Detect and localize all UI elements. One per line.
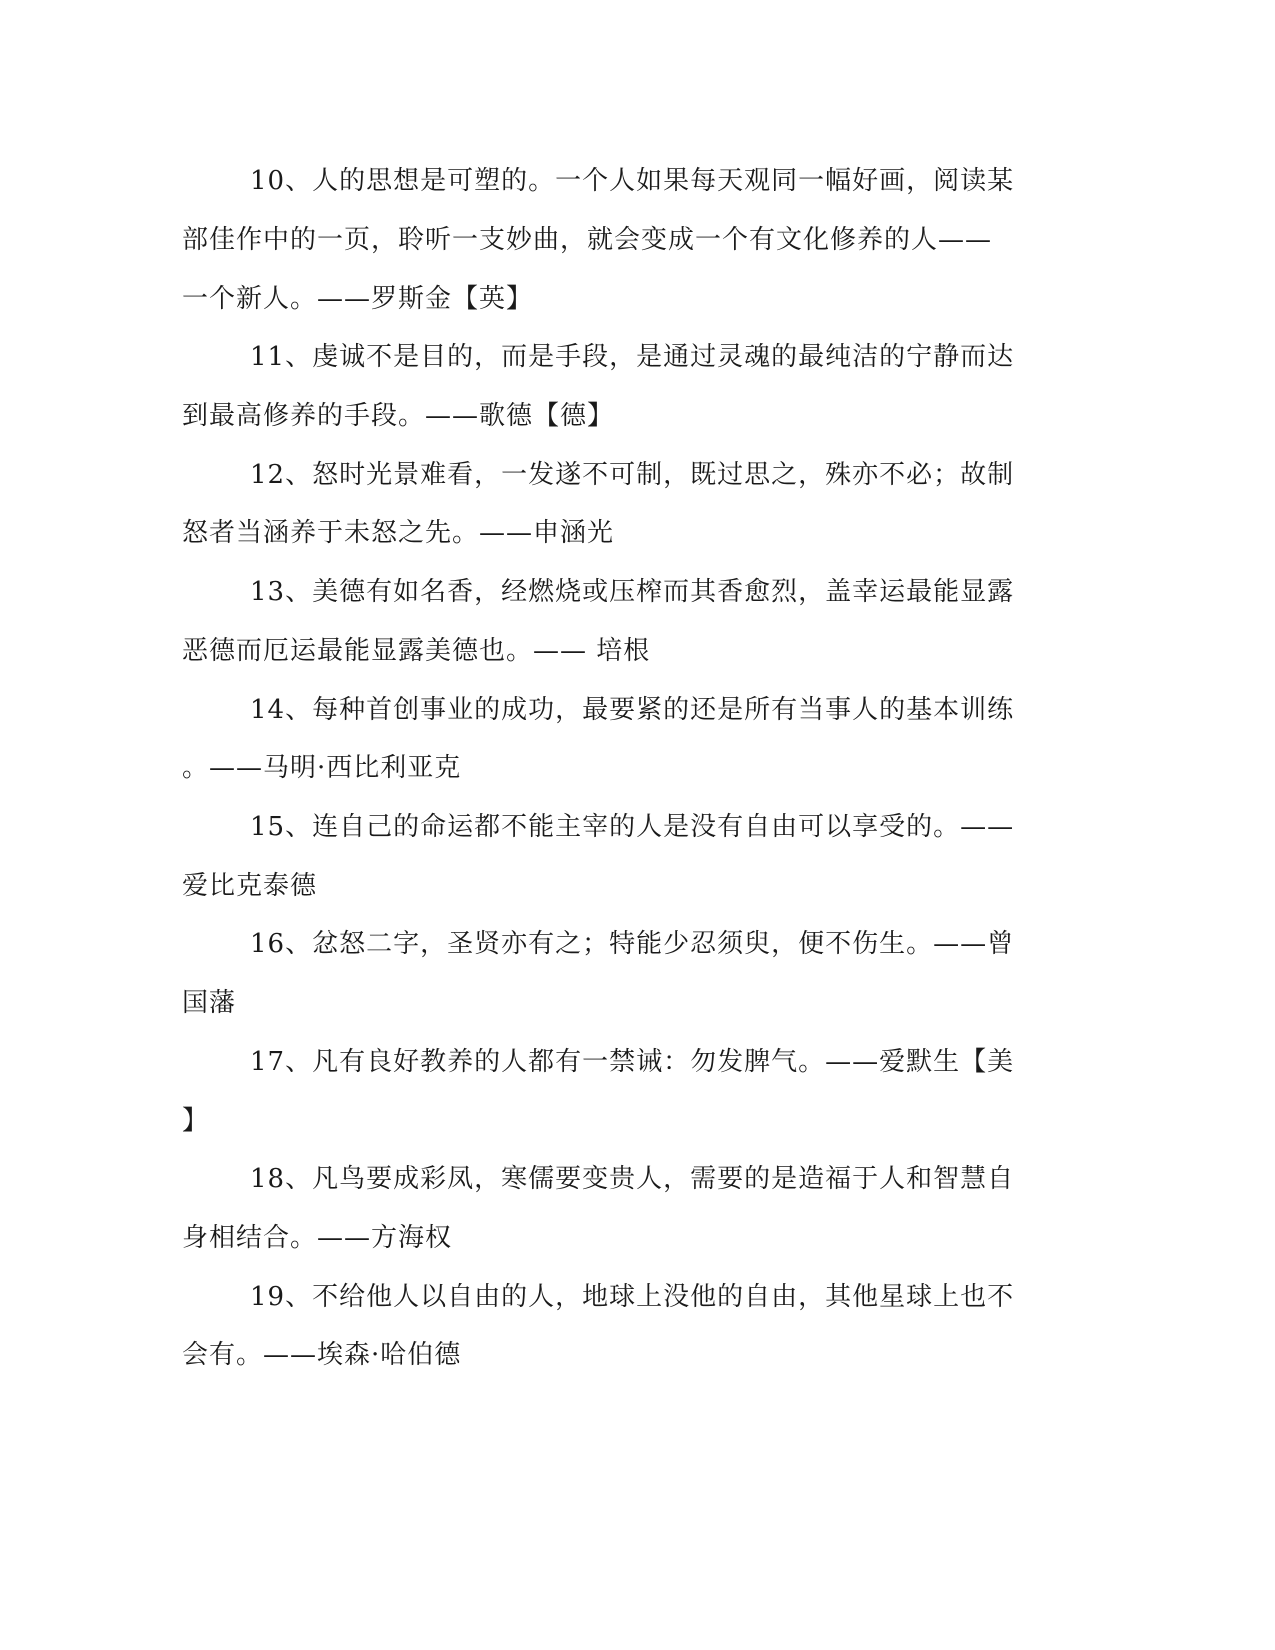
text-line: 会有。——埃森·哈伯德 xyxy=(182,1340,462,1370)
text-line: 15、连自己的命运都不能主宰的人是没有自由可以享受的。—— xyxy=(250,812,1015,842)
text-line: 到最高修养的手段。——歌德【德】 xyxy=(182,401,615,431)
text-line: 12、怒时光景难看，一发遂不可制，既过思之，殊亦不必；故制 xyxy=(250,460,1015,490)
text-line: 部佳作中的一页，聆听一支妙曲，就会变成一个有文化修养的人—— xyxy=(182,225,993,255)
text-line: 身相结合。——方海权 xyxy=(182,1223,453,1253)
text-line: 怒者当涵养于未怒之先。——申涵光 xyxy=(182,518,615,548)
text-line: 16、忿怒二字，圣贤亦有之；特能少忍须臾，便不伤生。——曾 xyxy=(250,929,1015,959)
text-line: 爱比克泰德 xyxy=(182,871,318,901)
text-line: 国藩 xyxy=(182,988,237,1018)
text-line: 13、美德有如名香，经燃烧或压榨而其香愈烈，盖幸运最能显露 xyxy=(250,577,1015,607)
text-line: 】 xyxy=(182,1106,210,1136)
text-line: 17、凡有良好教养的人都有一禁诫：勿发脾气。——爱默生【美 xyxy=(250,1047,1015,1077)
text-line: 。——马明·西比利亚克 xyxy=(182,753,462,783)
text-line: 一个新人。——罗斯金【英】 xyxy=(182,284,534,314)
text-line: 10、人的思想是可塑的。一个人如果每天观同一幅好画，阅读某 xyxy=(250,166,1015,196)
text-line: 19、不给他人以自由的人，地球上没他的自由，其他星球上也不 xyxy=(250,1282,1015,1312)
text-line: 14、每种首创事业的成功，最要紧的还是所有当事人的基本训练 xyxy=(250,695,1015,725)
text-line: 18、凡鸟要成彩凤，寒儒要变贵人，需要的是造福于人和智慧自 xyxy=(250,1164,1015,1194)
text-line: 11、虔诚不是目的，而是手段，是通过灵魂的最纯洁的宁静而达 xyxy=(250,342,1015,372)
text-line: 恶德而厄运最能显露美德也。—— 培根 xyxy=(182,636,651,666)
